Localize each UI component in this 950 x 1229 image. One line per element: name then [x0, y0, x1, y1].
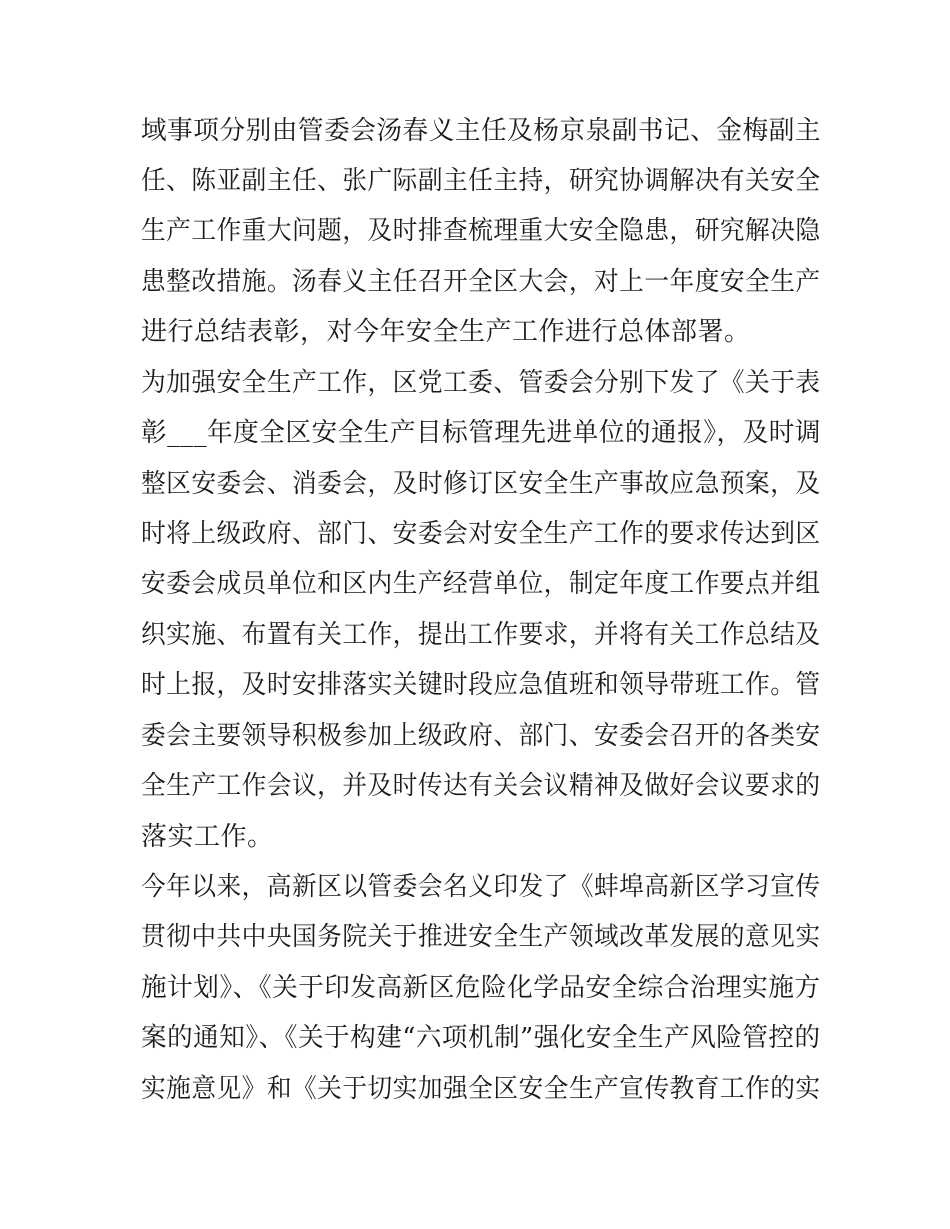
paragraph-2-line-6: 织实施、布置有关工作，提出工作要求，并将有关工作总结及	[141, 620, 821, 650]
paragraph-2-line-8: 委会主要领导积极参加上级政府、部门、安委会召开的各类安	[141, 721, 821, 751]
paragraph-1-line-5: 进行总结表彰，对今年安全生产工作进行总体部署。	[141, 317, 751, 347]
paragraph-2-line-9: 全生产工作会议，并及时传达有关会议精神及做好会议要求的	[141, 771, 821, 801]
paragraph-2-line-10: 落实工作。	[141, 822, 274, 852]
paragraph-2-line-5: 安委会成员单位和区内生产经营单位，制定年度工作要点并组	[141, 569, 821, 599]
paragraph-2-line-4: 时将上级政府、部门、安委会对安全生产工作的要求传达到区	[141, 519, 821, 549]
paragraph-2-line-1: 为加强安全生产工作，区党工委、管委会分别下发了《关于表	[141, 368, 821, 398]
paragraph-3-line-4: 案的通知》、《关于构建“六项机制”强化安全生产风险管控的	[141, 1023, 821, 1053]
paragraph-3-line-3: 施计划》、《关于印发高新区危险化学品安全综合治理实施方	[141, 973, 821, 1003]
paragraph-3-line-1: 今年以来，高新区以管委会名义印发了《蚌埠高新区学习宣传	[141, 872, 821, 902]
paragraph-2-line-3: 整区安委会、消委会，及时修订区安全生产事故应急预案，及	[141, 469, 821, 499]
paragraph-2-line-7: 时上报，及时安排落实关键时段应急值班和领导带班工作。管	[141, 670, 821, 700]
paragraph-3-line-5: 实施意见》和《关于切实加强全区安全生产宣传教育工作的实	[141, 1074, 821, 1104]
paragraph-1-line-4: 患整改措施。汤春义主任召开全区大会，对上一年度安全生产	[141, 267, 821, 297]
paragraph-3-line-2: 贯彻中共中央国务院关于推进安全生产领域改革发展的意见实	[141, 922, 821, 952]
paragraph-1-line-3: 生产工作重大问题，及时排查梳理重大安全隐患，研究解决隐	[141, 216, 821, 246]
paragraph-2-line-2: 彰___年度全区安全生产目标管理先进单位的通报》，及时调	[141, 418, 822, 448]
paragraph-1-line-1: 域事项分别由管委会汤春义主任及杨京泉副书记、金梅副主	[141, 116, 822, 146]
paragraph-1-line-2: 任、陈亚副主任、张广际副主任主持，研究协调解决有关安全	[141, 166, 821, 196]
